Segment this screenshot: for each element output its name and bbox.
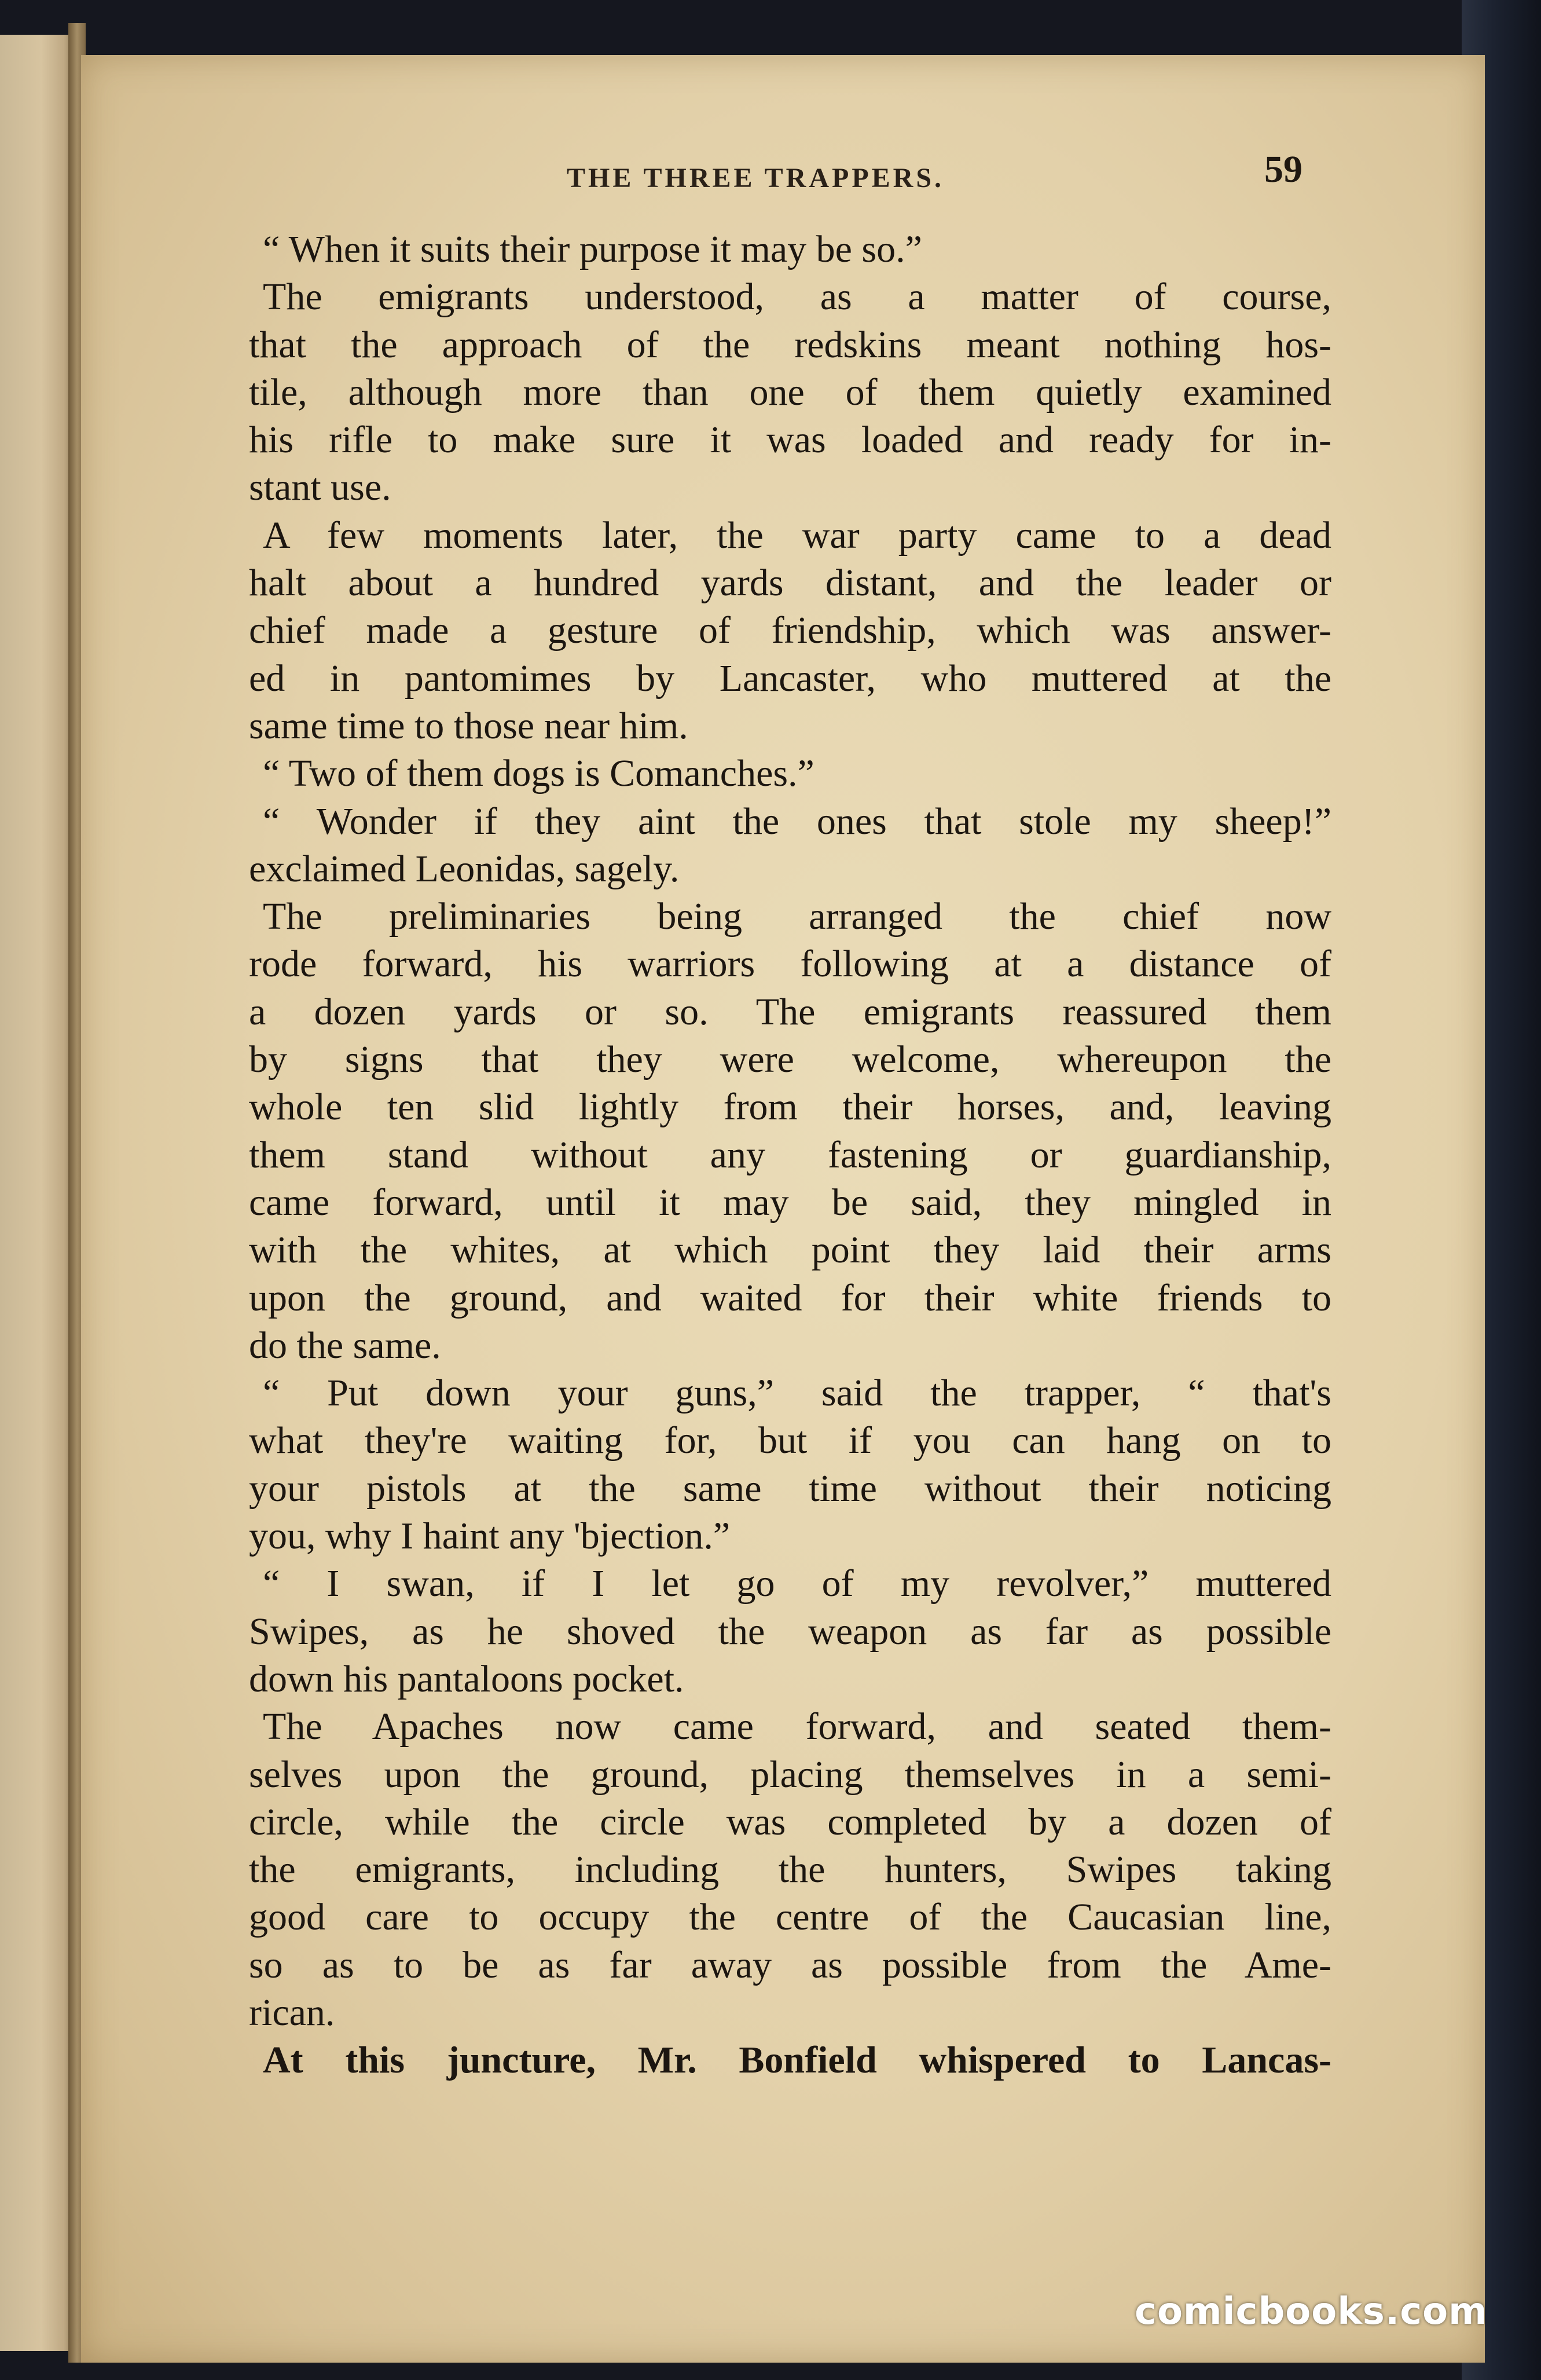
site-watermark: comicbooks.com [1135,2290,1488,2333]
text-line: “ I swan, if I let go of my revolver,” muttered [263,1562,1331,1605]
text-line: A few moments later, the war party came to a dead [263,514,1331,556]
previous-page-edge [0,35,75,2351]
text-line: down his pantaloons pocket. [249,1657,684,1700]
text-line: what they're waiting for, but if you can hang on to [249,1419,1331,1462]
text-line: his rifle to make sure it was loaded and ready for in- [249,419,1331,462]
text-line: The preliminaries being arranged the chief now [263,895,1331,938]
text-line: The emigrants understood, as a matter of course, [263,276,1331,318]
text-line: same time to those near him. [249,704,688,747]
running-head: THE THREE TRAPPERS. [566,163,945,193]
text-line: selves upon the ground, placing themselves in a semi- [249,1753,1331,1796]
text-line: halt about a hundred yards distant, and the leader or [249,562,1331,605]
text-line: chief made a gesture of friendship, which was answer- [249,609,1331,652]
text-line: by signs that they were welcome, whereupon the [249,1038,1331,1081]
page-text-block [249,226,1331,2085]
text-line: The Apaches now came forward, and seated them- [263,1705,1331,1748]
text-line: came forward, until it may be said, they mingled in [249,1181,1331,1224]
text-line: them stand without any fastening or guardianship, [249,1133,1331,1176]
text-line: the emigrants, including the hunters, Swipes taking [249,1848,1331,1891]
text-line: circle, while the circle was completed by a dozen of [249,1800,1331,1843]
text-line: good care to occupy the centre of the Caucasian line, [249,1896,1331,1939]
text-line: “ Put down your guns,” said the trapper, “ that's [263,1372,1331,1415]
text-line: Swipes, as he shoved the weapon as far as possible [249,1610,1331,1653]
text-line: At this juncture, Mr. Bonfield whispered to Lancas- [263,2039,1331,2082]
text-line: rican. [249,1991,335,2034]
text-line: upon the ground, and waited for their white friends to [249,1276,1331,1319]
text-line: “ Two of them dogs is Comanches.” [263,752,814,795]
text-line: that the approach of the redskins meant nothing hos- [249,323,1331,366]
text-line: “ When it suits their purpose it may be so.” [263,228,922,270]
text-line: your pistols at the same time without their noticing [249,1467,1331,1510]
text-line: with the whites, at which point they laid their arms [249,1229,1331,1272]
text-line: “ Wonder if they aint the ones that stole my sheep!” [263,800,1331,843]
text-line: stant use. [249,466,391,509]
text-line: tile, although more than one of them quietly examined [249,371,1331,413]
text-line: exclaimed Leonidas, sagely. [249,847,680,890]
text-line: whole ten slid lightly from their horses, and, leaving [249,1086,1331,1129]
text-line: you, why I haint any 'bjection.” [249,1515,731,1558]
text-line: do the same. [249,1324,441,1367]
text-line: so as to be as far away as possible from the Ame- [249,1943,1331,1986]
page-number: 59 [1264,148,1302,191]
text-line: ed in pantomimes by Lancaster, who muttered at the [249,657,1331,700]
text-line: rode forward, his warriors following at a distance of [249,943,1331,986]
text-line: a dozen yards or so. The emigrants reassured them [249,990,1331,1033]
